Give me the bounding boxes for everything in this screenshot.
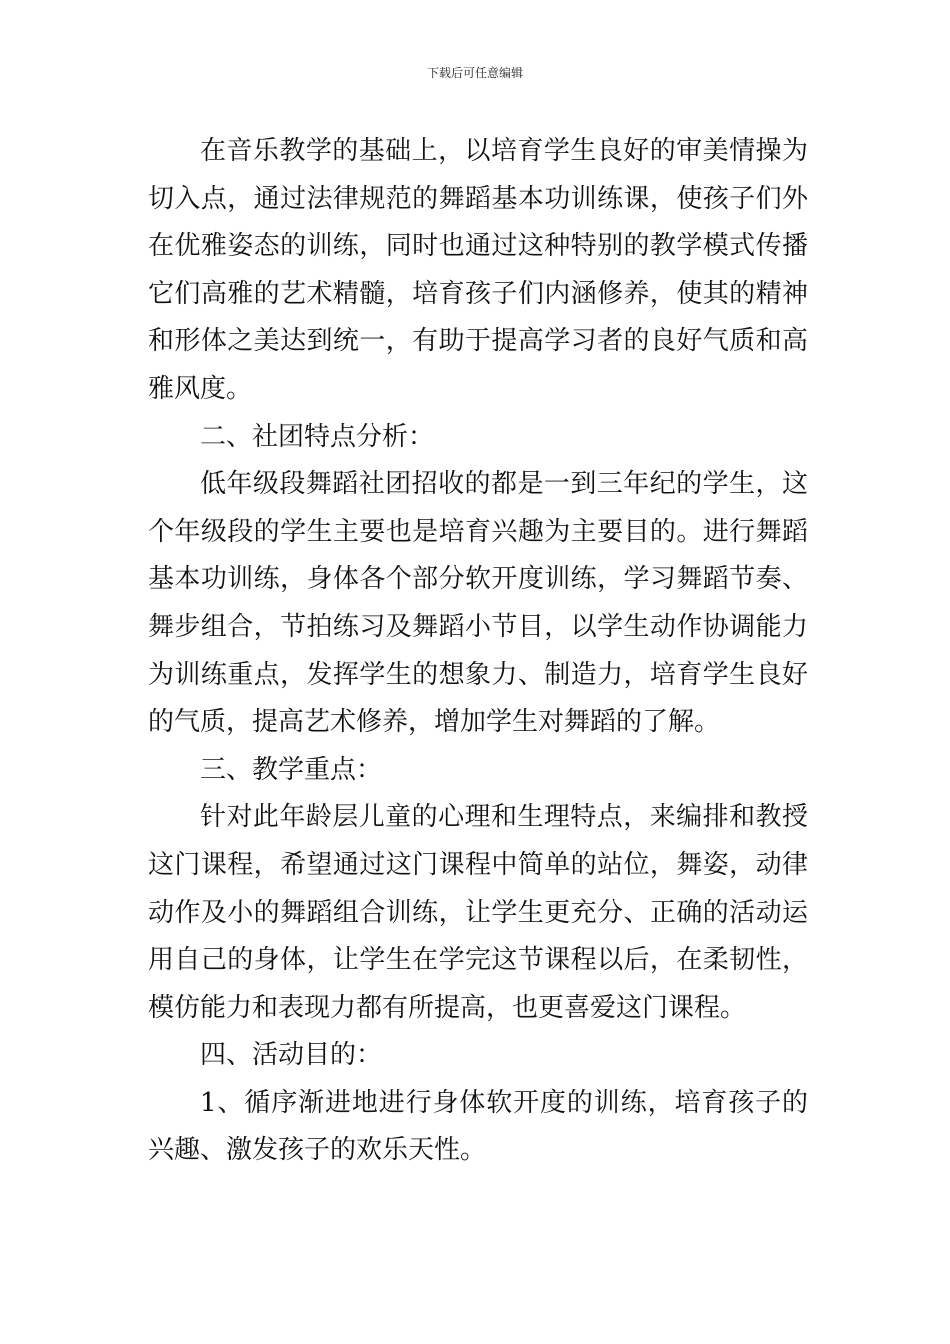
club-features-paragraph: 低年级段舞蹈社团招收的都是一到三年纪的学生，这个年级段的学生主要也是培育兴趣为主要目的。进行舞蹈基本功训练，身体各个部分软开度训练，学习舞蹈节奏、舞步组合，节拍练习及舞蹈小节目，以学生动作协调能力为训练重点，发挥学生的想象力、制造力，培育学生良好的气质，提高艺术修养，增加学生对舞蹈的了解。 [148,469,808,738]
page-header-note: 下载后可任意编辑 [426,66,523,80]
section-heading-club-features: 二、社团特点分析： [200,421,435,452]
section-heading-activity-goals: 四、活动目的： [200,1040,383,1071]
section-heading-teaching-focus: 三、教学重点： [200,754,383,785]
teaching-focus-paragraph: 针对此年龄层儿童的心理和生理特点，来编排和教授这门课程，希望通过这门课程中简单的站位，舞姿，动律动作及小的舞蹈组合训练，让学生更充分、正确的活动运用自己的身体，让学生在学完这节课程以后，在柔韧性，模仿能力和表现力都有所提高，也更喜爱这门课程。 [148,802,808,1023]
intro-paragraph: 在音乐教学的基础上，以培育学生良好的审美情操为切入点，通过法律规范的舞蹈基本功训练课，使孩子们外在优雅姿态的训练，同时也通过这种特别的教学模式传播它们高雅的艺术精髓，培育孩子们内涵修养，使其的精神和形体之美达到统一，有助于提高学习者的良好气质和高雅风度。 [148,136,808,404]
activity-goal-item-1: 1、循序渐进地进行身体软开度的训练，培育孩子的兴趣、激发孩子的欢乐天性。 [148,1087,808,1166]
document-body [148,128,808,1175]
